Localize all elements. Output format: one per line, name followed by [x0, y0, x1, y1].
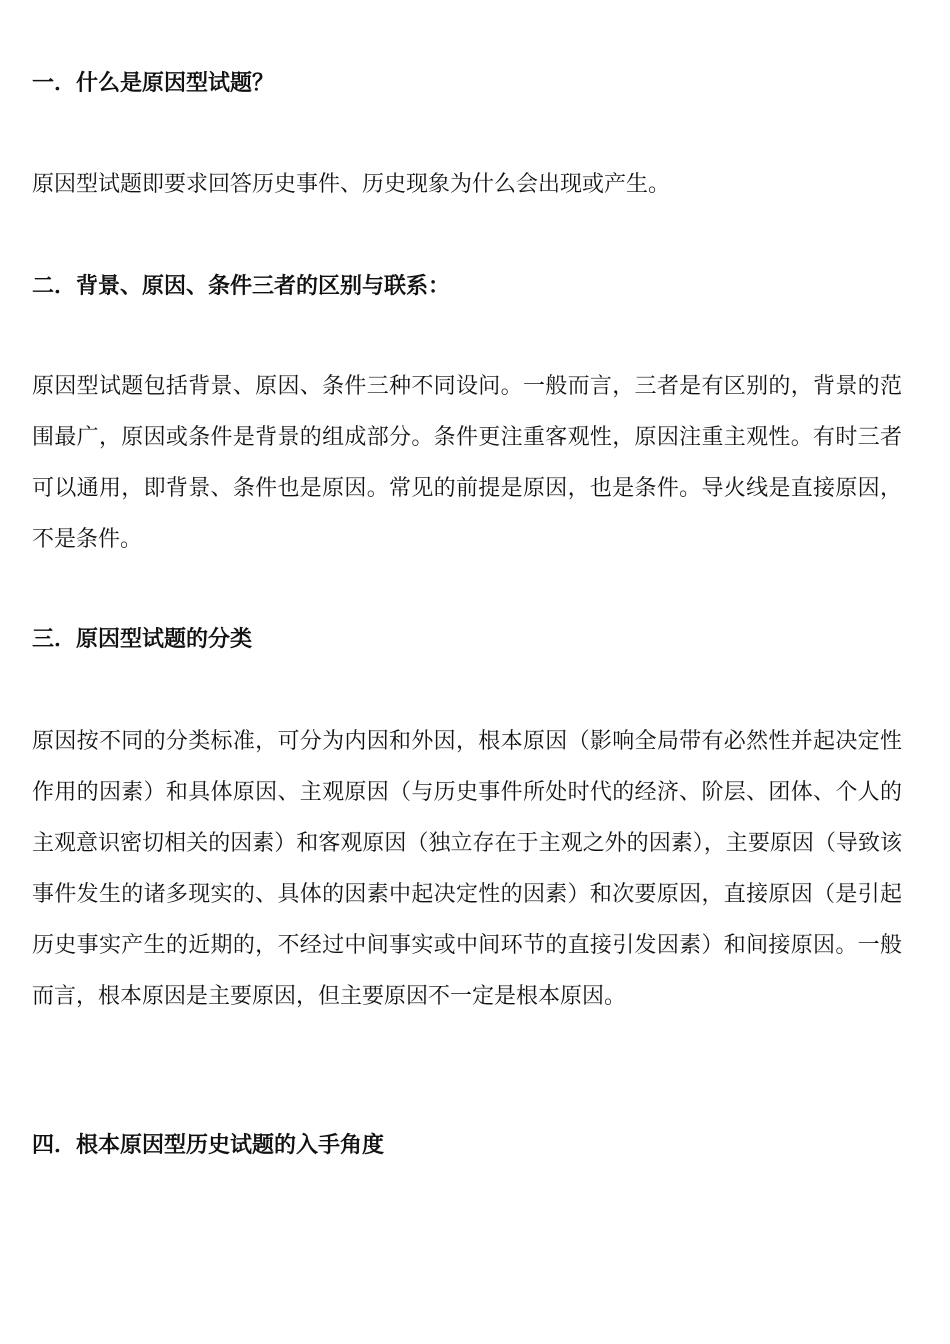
section-body-classification: 原因按不同的分类标准，可分为内因和外因，根本原因（影响全局带有必然性并起决定性作用的因素）和具体原因、主观原因（与历史事件所处时代的经济、阶层、团体、个人的主观意识密切相关的因素）和客观原因（独立存在于主观之外的因素），主要原因（导致该事件发生的诸多现实的、具体的因素中起决定性的因素）和次要原因，直接原因（是引起历史事实产生的近期的，不经过中间事实或中间环节的直接引发因素）和间接原因。一般而言，根本原因是主要原因，但主要原因不一定是根本原因。 [32, 729, 902, 1009]
section-heading-what-is: 一．什么是原因型试题？ [32, 71, 275, 96]
section-heading-distinction: 二．背景、原因、条件三者的区别与联系： [32, 274, 451, 299]
section-heading-root-cause-approach: 四．根本原因型历史试题的入手角度 [32, 1133, 385, 1158]
section-body-distinction: 原因型试题包括背景、原因、条件三种不同设问。一般而言，三者是有区别的，背景的范围最广，原因或条件是背景的组成部分。条件更注重客观性，原因注重主观性。有时三者可以通用，即背景、条件也是原因。常见的前提是原因，也是条件。导火线是直接原因，不是条件。 [32, 374, 902, 552]
section-body-what-is: 原因型试题即要求回答历史事件、历史现象为什么会出现或产生。 [32, 172, 671, 197]
section-heading-classification: 三．原因型试题的分类 [32, 627, 253, 652]
